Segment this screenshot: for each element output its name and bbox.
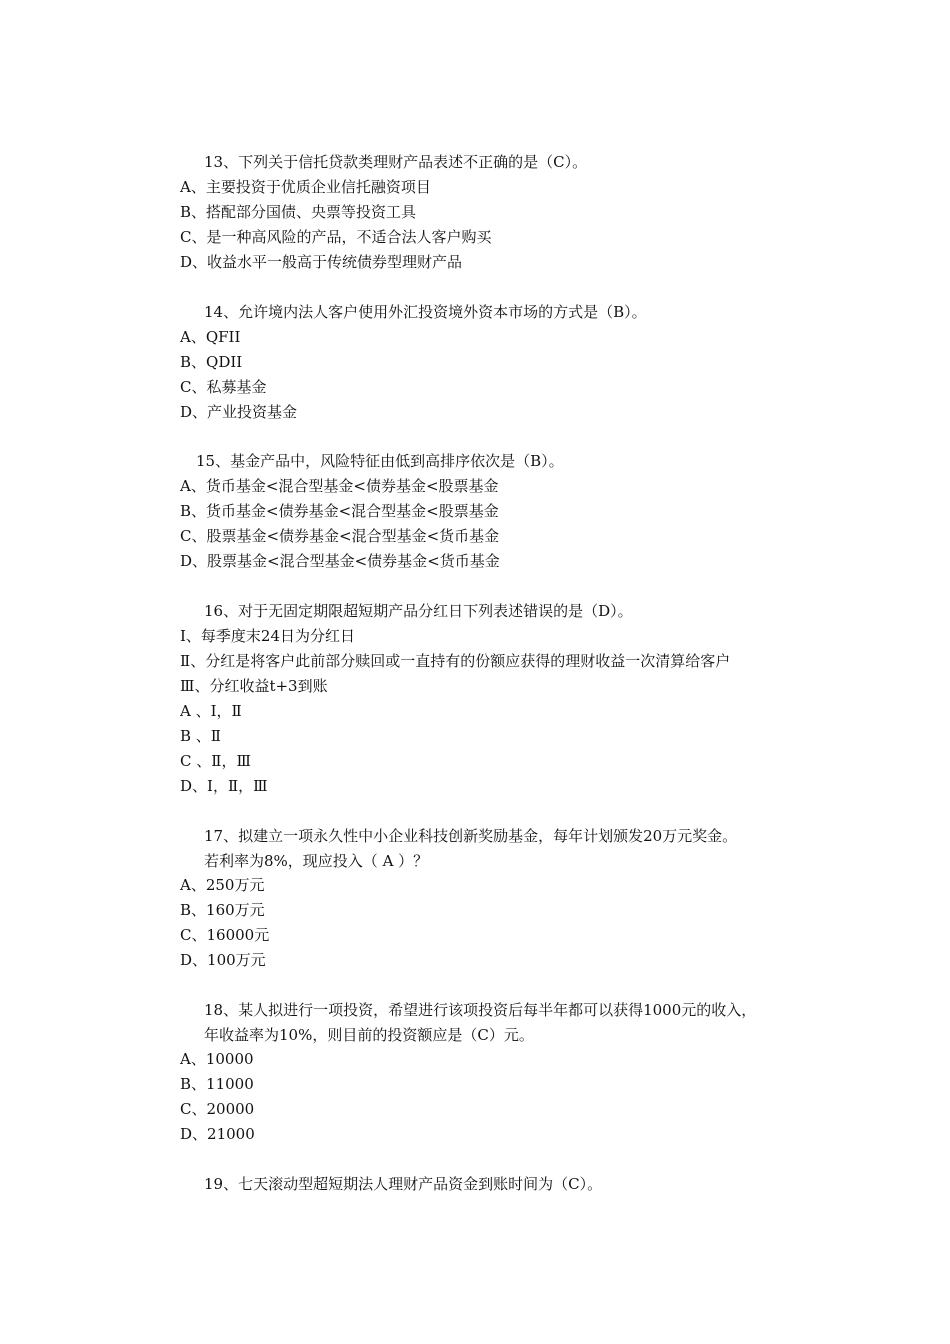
question-16-option-c: C 、Ⅱ，Ⅲ	[180, 752, 251, 770]
question-17-option-a: A、250万元	[180, 876, 265, 894]
question-16-statement-1: Ⅰ、每季度末24日为分红日	[180, 627, 356, 645]
question-14-stem: 14、允许境内法人客户使用外汇投资境外资本市场的方式是（B）。	[204, 303, 647, 321]
question-14-option-d: D、产业投资基金	[180, 403, 298, 421]
question-18-option-b: B、11000	[180, 1075, 254, 1093]
question-16-option-b: B 、Ⅱ	[180, 727, 221, 745]
question-17-option-c: C、16000元	[180, 926, 270, 944]
question-16-stem: 16、对于无固定期限超短期产品分红日下列表述错误的是（D）。	[204, 602, 633, 620]
question-18-option-c: C、20000	[180, 1100, 255, 1118]
question-16-option-a: A 、Ⅰ，Ⅱ	[180, 702, 242, 720]
question-17-option-b: B、160万元	[180, 901, 265, 919]
question-19-stem: 19、七天滚动型超短期法人理财产品资金到账时间为（C）。	[204, 1175, 603, 1193]
question-17-option-d: D、100万元	[180, 951, 266, 969]
question-15-option-c: C、股票基金<债券基金<混合型基金<货币基金	[180, 527, 500, 545]
question-14-option-b: B、QDII	[180, 353, 243, 371]
question-15-option-b: B、货币基金<债券基金<混合型基金<股票基金	[180, 502, 499, 520]
question-13-option-b: B、搭配部分国债、央票等投资工具	[180, 203, 417, 221]
question-13-option-c: C、是一种高风险的产品，不适合法人客户购买	[180, 228, 492, 246]
question-13-option-d: D、收益水平一般高于传统债券型理财产品	[180, 253, 463, 271]
question-15-stem: 15、基金产品中，风险特征由低到高排序依次是（B）。	[196, 452, 564, 470]
question-15-option-a: A、货币基金<混合型基金<债券基金<股票基金	[180, 477, 499, 495]
question-18-option-d: D、21000	[180, 1125, 255, 1143]
question-16-statement-2: Ⅱ、分红是将客户此前部分赎回或一直持有的份额应获得的理财收益一次清算给客户	[180, 652, 731, 670]
question-13-option-a: A、主要投资于优质企业信托融资项目	[180, 178, 431, 196]
question-18-stem: 18、某人拟进行一项投资，希望进行该项投资后每半年都可以获得1000元的收入，	[204, 1001, 757, 1019]
question-17-stem: 17、拟建立一项永久性中小企业科技创新奖励基金，每年计划颁发20万元奖金。	[204, 827, 738, 845]
question-14-option-c: C、私募基金	[180, 378, 267, 396]
question-18-option-a: A、10000	[180, 1050, 254, 1068]
question-14-option-a: A、QFII	[180, 328, 241, 346]
question-15-option-d: D、股票基金<混合型基金<债券基金<货币基金	[180, 552, 500, 570]
question-17-stem-continued: 若利率为8%，现应投入（ A ）？	[204, 852, 429, 870]
question-16-statement-3: Ⅲ、分红收益t+3到账	[180, 677, 328, 695]
question-16-option-d: D、Ⅰ，Ⅱ，Ⅲ	[180, 777, 268, 795]
question-18-stem-continued: 年收益率为10%，则目前的投资额应是（C）元。	[204, 1026, 534, 1044]
question-13-stem: 13、下列关于信托贷款类理财产品表述不正确的是（C）。	[204, 153, 588, 171]
